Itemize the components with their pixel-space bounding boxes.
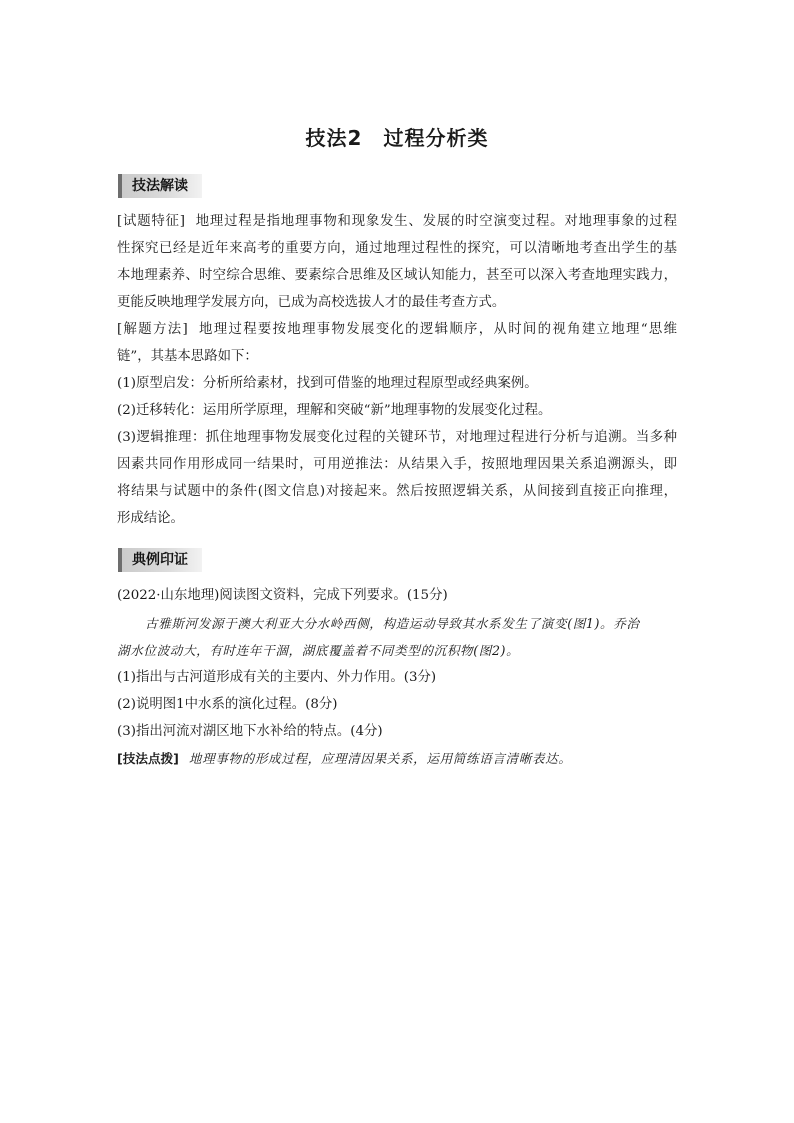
feature-line-1: [试题特征] 地理过程是指地理事物和现象发生、发展的时空演变过程。对地理事象的过程 bbox=[117, 214, 677, 229]
tip-text: 地理事物的形成过程，应理清因果关系，运用简练语言清晰表达。 bbox=[188, 751, 572, 766]
question-2: (2)说明图1中水系的演化过程。(8分) bbox=[117, 697, 338, 712]
feature-line-2: 性探究已经是近年来高考的重要方向，通过地理过程性的探究，可以清晰地考查出学生的基 bbox=[117, 241, 677, 256]
step-line-3: (3)逻辑推理：抓住地理事物发展变化过程的关键环节，对地理过程进行分析与追溯。当多种 bbox=[117, 430, 677, 445]
feature-line-3: 本地理素养、时空综合思维、要素综合思维及区域认知能力，甚至可以深入考查地理实践力， bbox=[117, 268, 677, 283]
feature-line-4: 更能反映地理学发展方向，已成为高校选拔人才的最佳考查方式。 bbox=[117, 295, 506, 310]
step-line-4: 因素共同作用形成同一结果时，可用逆推法：从结果入手，按照地理因果关系追溯源头，即 bbox=[117, 457, 677, 472]
tip-tag: [技法点拨] bbox=[117, 751, 179, 766]
section-label-example: 典例印证 bbox=[118, 548, 202, 572]
material-line-1: 古雅斯河发源于澳大利亚大分水岭西侧，构造运动导致其水系发生了演变(图1)。乔治 bbox=[145, 616, 640, 631]
question-1: (1)指出与古河道形成有关的主要内、外力作用。(3分) bbox=[117, 670, 437, 685]
step-line-6: 形成结论。 bbox=[117, 511, 184, 526]
feature-tag: [试题特征] bbox=[117, 214, 185, 229]
material-line-2: 湖水位波动大，有时连年干涸，湖底覆盖着不同类型的沉积物(图2)。 bbox=[117, 643, 520, 658]
step-line-2: (2)迁移转化：运用所学原理，理解和突破“新”地理事物的发展变化过程。 bbox=[117, 403, 552, 418]
example-intro: (2022·山东地理)阅读图文资料，完成下列要求。(15分) bbox=[117, 588, 448, 603]
step-line-1: (1)原型启发：分析所给素材，找到可借鉴的地理过程原型或经典案例。 bbox=[117, 376, 538, 391]
question-3: (3)指出河流对湖区地下水补给的特点。(4分) bbox=[117, 724, 383, 739]
tip-line bbox=[117, 750, 677, 769]
method-tag: [解题方法] bbox=[117, 322, 188, 337]
step-line-5: 将结果与试题中的条件(图文信息)对接起来。然后按照逻辑关系，从间接到直接正向推理， bbox=[117, 484, 677, 499]
section-label-reading: 技法解读 bbox=[118, 174, 202, 198]
method-line-2: 链”，其基本思路如下： bbox=[117, 349, 258, 364]
page-title: 技法2 过程分析类 bbox=[305, 126, 489, 150]
method-line-1: [解题方法] 地理过程要按地理事物发展变化的逻辑顺序，从时间的视角建立地理“思维 bbox=[117, 322, 677, 337]
